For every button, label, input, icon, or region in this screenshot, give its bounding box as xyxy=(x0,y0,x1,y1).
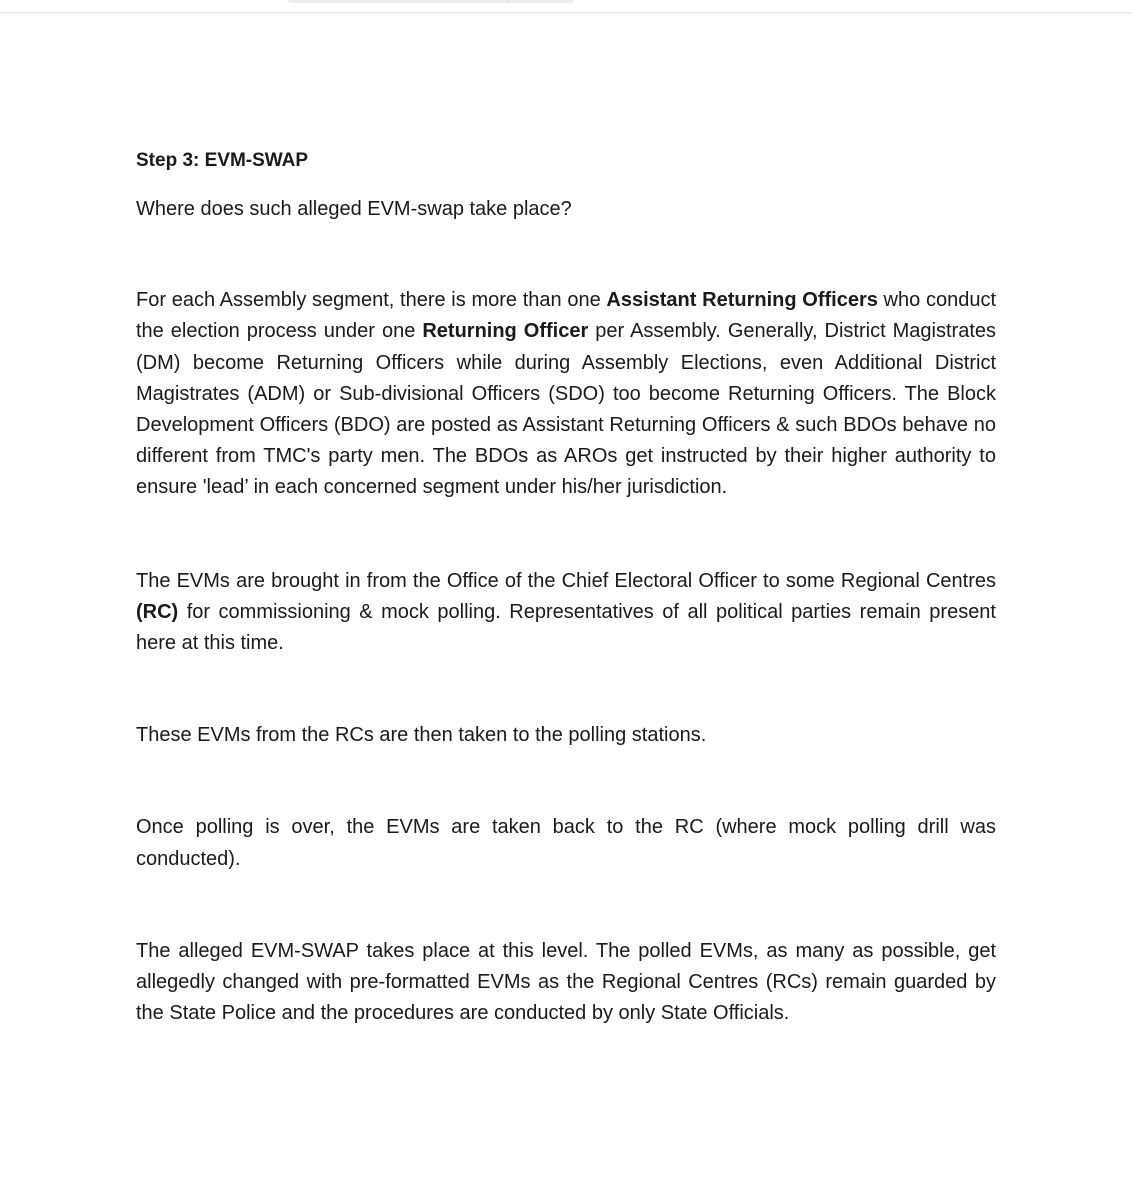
paragraph-polling-stations: These EVMs from the RCs are then taken to the polling stations. xyxy=(136,724,707,747)
paragraph-evm-swap: The alleged EVM-SWAP takes place at this level. The polled EVMs, as many as possible, get allegedly changed with pre-formatted EVMs as the Regional Centres (RCs) remain guarded by the State Police and the procedures are conducted by only State Officials. xyxy=(136,939,996,1025)
step-heading: Step 3: EVM-SWAP xyxy=(136,150,309,171)
question-text: Where does such alleged EVM-swap take place? xyxy=(136,198,572,220)
para1-text-3: per Assembly. Generally, District Magistrates (DM) become Returning Officers while during Assembly Elections, even Additional District Magistrates (ADM) or Sub-divisional Officers (SDO) too become Returning Officers. The Block Development Officers (BDO) are posted as Assistant Returning Officers & such BDOs behave no different from TMC's party men. The BDOs as AROs get instructed by their higher authority to ensure 'lead’ in each concerned segment under his/her jurisdiction. xyxy=(136,320,996,499)
top-toolbar-edge xyxy=(0,0,1132,13)
toolbar-tab-edge xyxy=(288,0,574,3)
para1-text-1: For each Assembly segment, there is more than one xyxy=(136,289,607,312)
paragraph-returning-officers xyxy=(136,285,996,503)
para1-bold-assistant-returning-officers: Assistant Returning Officers xyxy=(606,289,878,312)
para1-text-2: who conduct the election process under one xyxy=(136,289,996,343)
para2-text-2: for commissioning & mock polling. Representatives of all political parties remain present here at this time. xyxy=(136,600,996,655)
para1-bold-returning-officer: Returning Officer xyxy=(422,320,589,343)
para2-text-1: The EVMs are brought in from the Office of the Chief Electoral Officer to some Regional Centres xyxy=(136,569,996,592)
document-page xyxy=(136,148,996,1029)
paragraph-after-polling: Once polling is over, the EVMs are taken back to the RC (where mock polling drill was conducted). xyxy=(136,816,996,870)
paragraph-regional-centres xyxy=(136,566,996,660)
toolbar-divider xyxy=(508,0,509,3)
para2-bold-rc: (RC) xyxy=(136,600,179,623)
